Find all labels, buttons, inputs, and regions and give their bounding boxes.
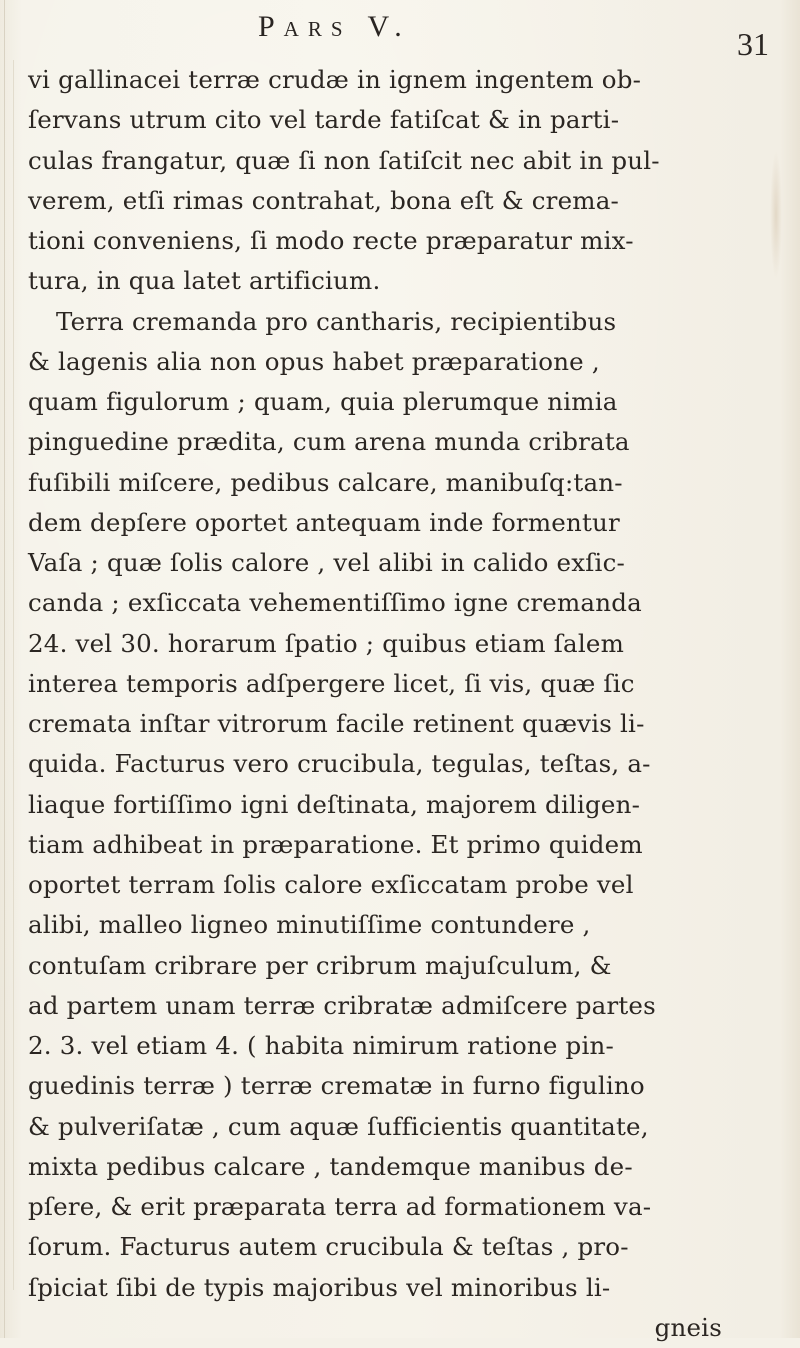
body-text: [28, 60, 790, 1348]
text-line: ſorum. Facturus autem crucibula & teſtas , pro-: [28, 1232, 629, 1262]
text-line: verem, etſi rimas contrahat, bona eſt & crema-: [28, 185, 620, 215]
text-line: mixta pedibus calcare , tandemque manibus de-: [28, 1151, 633, 1181]
text-line: pſere, & erit præparata terra ad formationem va-: [28, 1192, 652, 1221]
text-line: & pulveriſatæ , cum aquæ ſufficientis quantitate,: [28, 1111, 649, 1141]
text-line: contuſam cribrare per cribrum majuſculum, &: [28, 950, 612, 980]
page-number: 31: [737, 26, 769, 62]
running-head: Pars V.: [258, 10, 411, 43]
text-line: Vaſa ; quæ ſolis calore , vel alibi in calido exſic-: [28, 548, 625, 577]
text-line: alibi, malleo ligneo minutiſſime contundere ,: [28, 910, 591, 940]
text-line: quam figulorum ; quam, quia plerumque nimia: [28, 387, 618, 416]
text-line: 24. vel 30. horarum ſpatio ; quibus etiam ſalem: [28, 628, 625, 658]
text-line: liaque fortiſſimo igni deſtinata, majorem diligen-: [28, 789, 641, 819]
text-line: interea temporis adſpergere licet, ſi vis, quæ ſic: [28, 668, 635, 698]
text-line: fuſibili miſcere, pedibus calcare, manibuſq:tan-: [28, 467, 623, 497]
gutter-edge: [4, 0, 5, 1338]
text-line: & lagenis alia non opus habet præparatione ,: [28, 346, 600, 376]
text-line: ſervans utrum cito vel tarde fatiſcat & in parti-: [28, 105, 620, 135]
text-line: tioni conveniens, ſi modo recte præparatur mix-: [28, 226, 634, 255]
page-header: [0, 6, 800, 62]
gutter-fold: [13, 60, 14, 1290]
text-line: guedinis terræ ) terræ crematæ in furno figulino: [28, 1071, 645, 1101]
text-line: vi gallinacei terræ crudæ in ignem ingentem ob-: [28, 65, 642, 94]
catchword: gneis: [654, 1312, 722, 1342]
text-line: ſpiciat ſibi de typis majoribus vel minoribus li-: [28, 1272, 611, 1302]
paragraph-start-line: Terra cremanda pro cantharis, recipientibus: [56, 306, 617, 336]
text-line: dem depſere oportet antequam inde formentur: [28, 507, 620, 537]
text-line: tiam adhibeat in præparatione. Et primo quidem: [28, 829, 643, 859]
text-line: tura, in qua latet artificium.: [28, 266, 381, 296]
text-line: canda ; exſiccata vehementiſſimo igne cremanda: [28, 588, 642, 618]
text-line: culas frangatur, quæ ſi non ſatiſcit nec abit in pul-: [28, 145, 660, 175]
text-line: cremata inſtar vitrorum facile retinent quævis li-: [28, 709, 645, 738]
text-line: 2. 3. vel etiam 4. ( habita nimirum ratione pin-: [28, 1031, 614, 1060]
text-line: ad partem unam terræ cribratæ admiſcere partes: [28, 990, 656, 1020]
text-line: quida. Facturus vero crucibula, tegulas, teſtas, a-: [28, 749, 651, 779]
text-line: oportet terram ſolis calore exſiccatam probe vel: [28, 870, 634, 899]
text-line: pinguedine prædita, cum arena munda cribrata: [28, 427, 630, 457]
